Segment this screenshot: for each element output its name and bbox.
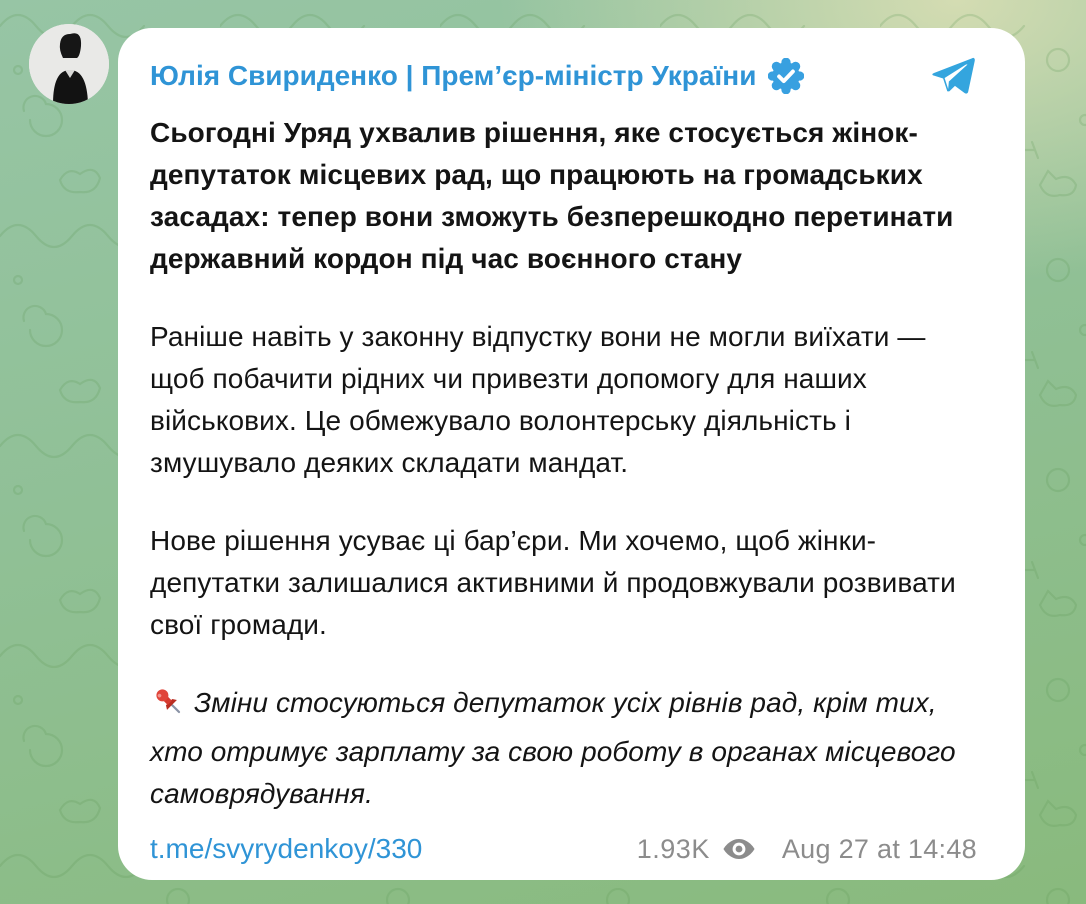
pushpin-icon bbox=[150, 685, 184, 731]
telegram-plane-icon[interactable] bbox=[929, 52, 977, 100]
paragraph-decision: Сьогодні Уряд ухвалив рішення, яке стосується жінок-депутаток місцевих рад, що працюють на громадських засадах: тепер вони зможуть безперешкодно перетинати державний кордон під час воєнного стану bbox=[150, 117, 954, 274]
paragraph-before: Раніше навіть у законну відпустку вони не могли виїхати — щоб побачити рідних чи привезти допомогу для наших військових. Це обмежувало волонтерську діяльність і змушувало деяких складати мандат. bbox=[150, 321, 926, 478]
message-body bbox=[150, 112, 977, 815]
avatar[interactable] bbox=[29, 24, 109, 104]
channel-name[interactable]: Юлія Свириденко | Прем’єр-міністр України bbox=[150, 60, 757, 92]
paragraph-note bbox=[150, 682, 977, 815]
view-count: 1.93K bbox=[636, 833, 710, 864]
avatar-portrait bbox=[29, 24, 109, 104]
views-eye-icon bbox=[722, 837, 756, 861]
message-footer bbox=[150, 833, 977, 865]
verified-badge-icon bbox=[768, 58, 804, 94]
paragraph-new-decision: Нове рішення усуває ці бар’єри. Ми хочемо, щоб жінки-депутатки залишалися активними й продовжували розвивати свої громади. bbox=[150, 525, 956, 640]
timestamp: Aug 27 at 14:48 bbox=[781, 833, 977, 864]
message-meta bbox=[637, 834, 977, 865]
message-bubble bbox=[118, 28, 1025, 880]
post-link[interactable]: t.me/svyrydenkoy/330 bbox=[150, 833, 423, 864]
message-header bbox=[150, 52, 977, 100]
paragraph-note-text: Зміни стосуються депутаток усіх рівнів рад, крім тих, хто отримує зарплату за свою роботу в органах місцевого самоврядування. bbox=[150, 687, 956, 809]
